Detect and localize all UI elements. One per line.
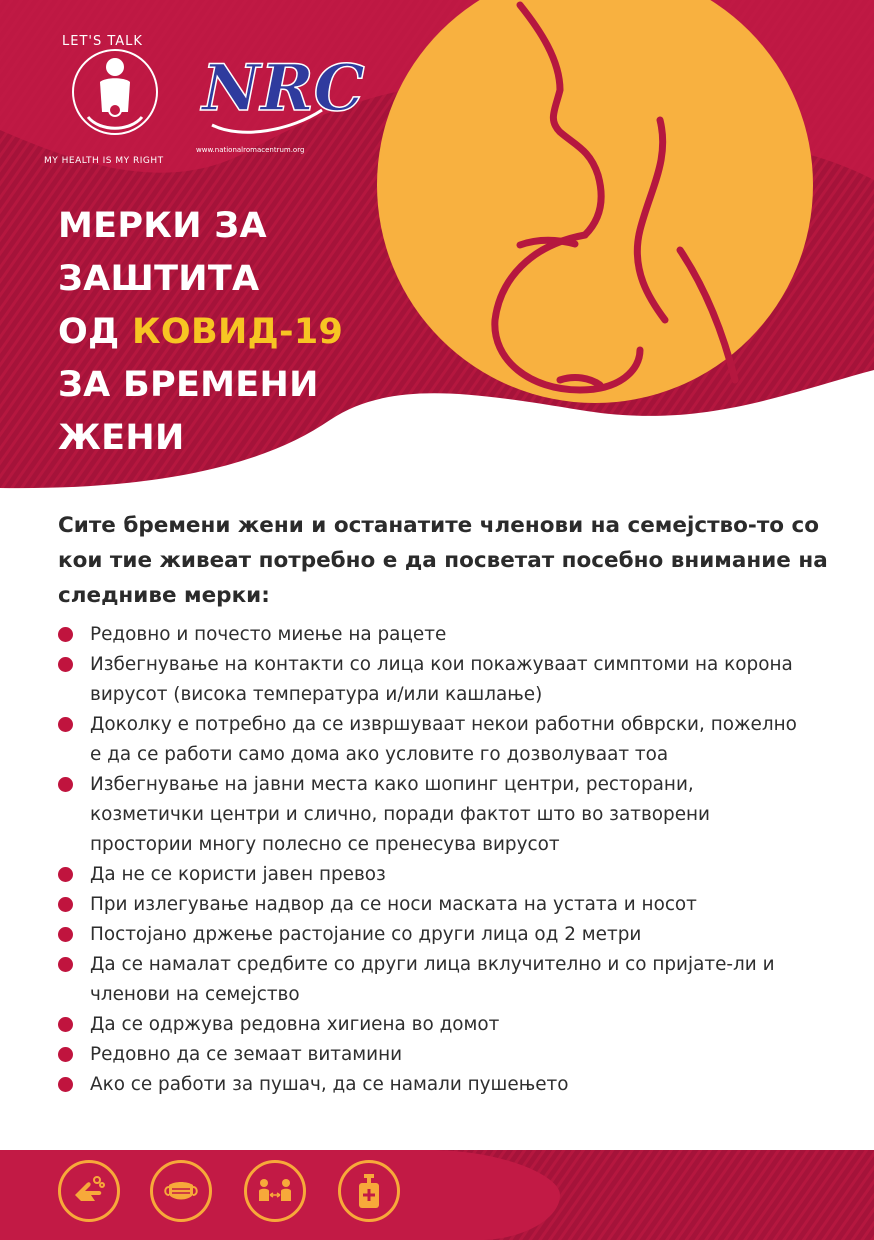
bullet-icon — [58, 897, 73, 912]
bullet-icon — [58, 1017, 73, 1032]
bullet-icon — [58, 927, 73, 942]
measures-list — [58, 620, 798, 1100]
title-line-4: ЗА БРЕМЕНИ — [58, 365, 319, 405]
list-item: При излегување надвор да се носи маската на устата и носот — [58, 890, 798, 920]
sanitizer-icon — [338, 1160, 400, 1222]
list-item: Избегнување на јавни места како шопинг центри, ресторани, козметички центри и слично, поради фактот што во затворени простории многу полесно се пренесува вирусот — [58, 770, 798, 860]
svg-text:NRC: NRC — [202, 51, 365, 126]
lets-talk-logo-text-top: LET'S TALK — [62, 34, 143, 49]
title-line-1: МЕРКИ ЗА — [58, 206, 267, 246]
bullet-icon — [58, 1077, 73, 1092]
list-item: Да не се користи јавен превоз — [58, 860, 798, 890]
list-item: Избегнување на контакти со лица кои покажуваат симптоми на корона вирусот (висока температура и/или кашлање) — [58, 650, 798, 710]
list-item: Ако се работи за пушач, да се намали пушењето — [58, 1070, 798, 1100]
list-item: Да се одржува редовна хигиена во домот — [58, 1010, 798, 1040]
list-item: Редовно да се земаат витамини — [58, 1040, 798, 1070]
list-item: Редовно и почесто миење на рацете — [58, 620, 798, 650]
title-highlight-covid: КОВИД-19 — [132, 312, 344, 352]
list-item: Доколку е потребно да се извршуваат некои работни обврски, пожелно е да се работи само дома ако условите го дозволуваат тоа — [58, 710, 798, 770]
bullet-icon — [58, 717, 73, 732]
bullet-icon — [58, 657, 73, 672]
nrc-logo — [192, 30, 365, 160]
title-line-2: ЗАШТИТА — [58, 259, 260, 299]
bullet-icon — [58, 957, 73, 972]
list-item: Да се намалат средбите со други лица вклучително и со пријате-ли и членови на семејство — [58, 950, 798, 1010]
bullet-icon — [58, 1047, 73, 1062]
lets-talk-logo-text-bottom: MY HEALTH IS MY RIGHT — [44, 156, 164, 166]
social-distance-icon — [244, 1160, 306, 1222]
face-mask-icon — [150, 1160, 212, 1222]
title-line-5: ЖЕНИ — [58, 418, 185, 458]
hand-washing-icon — [58, 1160, 120, 1222]
bullet-icon — [58, 627, 73, 642]
bullet-icon — [58, 777, 73, 792]
bullet-icon — [58, 867, 73, 882]
footer-icon-row — [58, 1160, 418, 1226]
intro-paragraph: Сите бремени жени и останатите членови на семејство-то со кои тие живеат потребно е да посветат посебно внимание на следниве мерки: — [58, 513, 828, 608]
page-title — [58, 200, 388, 465]
list-item: Постојано држење растојание со други лица од 2 метри — [58, 920, 798, 950]
title-line-3-prefix: ОД — [58, 312, 133, 352]
nrc-logo-url: www.nationalromacentrum.org — [196, 146, 305, 154]
